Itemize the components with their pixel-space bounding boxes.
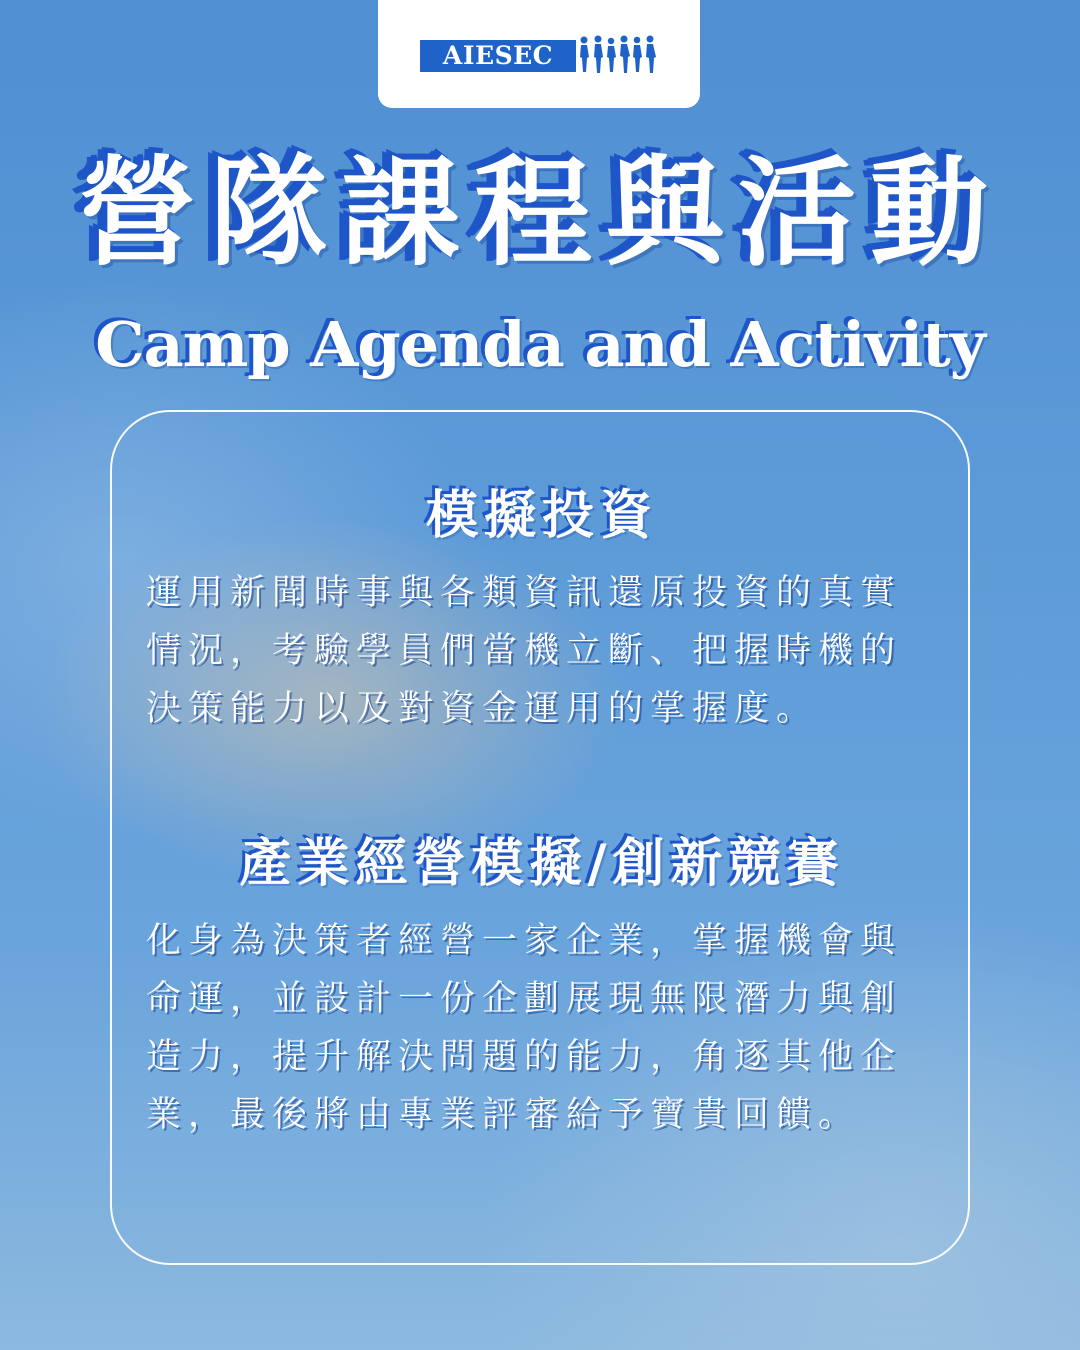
page-title-chinese: 營隊課程與活動	[77, 143, 1002, 282]
body-line: 運用新聞時事與各類資訊還原投資的真實	[146, 573, 903, 613]
section-heading-mock-investment: 模擬投資	[425, 486, 658, 546]
body-line: 情況，考驗學員們當機立斷、把握時機的	[146, 631, 903, 671]
logo-container	[378, 0, 700, 108]
section-heading-business-simulation: 產業經營模擬/創新競賽	[239, 834, 845, 894]
section-body-mock-investment	[146, 564, 946, 738]
body-line: 造力，提升解決問題的能力，角逐其他企	[146, 1037, 903, 1077]
body-line: 命運，並設計一份企劃展現無限潛力與創	[146, 979, 903, 1019]
people-silhouettes-icon	[578, 34, 664, 74]
aiesec-logo-text: AIESEC	[420, 40, 576, 72]
body-line: 化身為決策者經營一家企業，掌握機會與	[146, 921, 903, 961]
body-line: 決策能力以及對資金運用的掌握度。	[146, 689, 819, 729]
section-body-business-simulation	[146, 912, 946, 1144]
content-card	[110, 410, 970, 1265]
body-line: 業，最後將由專業評審給予寶貴回饋。	[146, 1095, 861, 1135]
page-title-english: Camp Agenda and Activity	[95, 308, 985, 381]
